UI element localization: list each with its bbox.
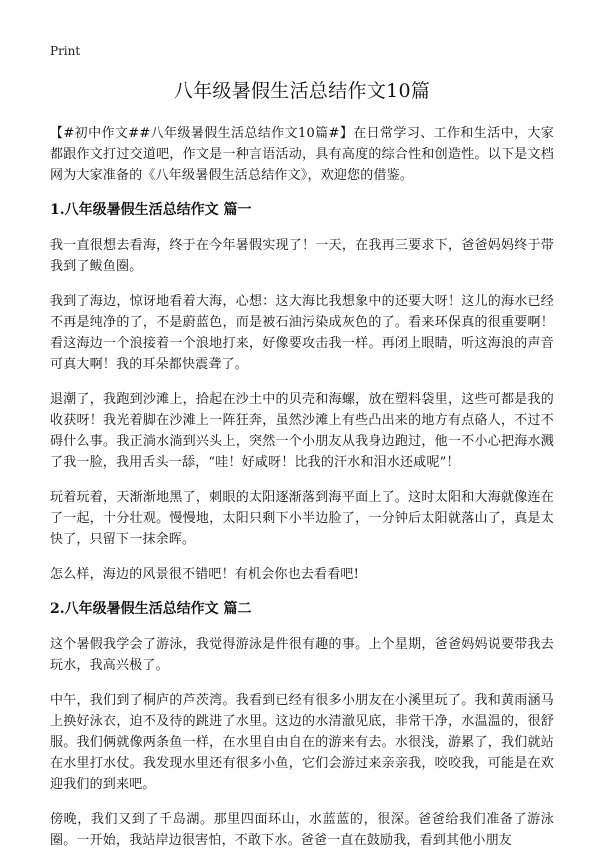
paragraph: 退潮了，我跑到沙滩上，拾起在沙土中的贝壳和海螺，放在塑料袋里，这些可都是我的收获呀！我光着脚在沙滩上一阵狂奔，虽然沙滩上有些凸出来的地方有点硌人，不过不碍什么事。我正淌水淌到兴头上，突然一个小朋友从我身边跑过，他一不小心把海水溅了我一脸，我用舌头一舔，“哇！好咸呀！比我的汗水和泪水还咸呢”！: [50, 392, 554, 470]
print-label: Print: [50, 44, 81, 58]
paragraph: 怎么样，海边的风景很不错吧！有机会你也去看看吧!: [50, 567, 360, 582]
section-2: [50, 599, 554, 851]
paragraph: 我一直很想去看海，终于在今年暑假实现了！一天，在我再三要求下，爸爸妈妈终于带我到了鲅鱼圈。: [50, 238, 554, 274]
paragraph: 傍晚，我们又到了千岛湖。那里四面环山，水蓝蓝的，很深。爸爸给我们准备了游泳圈。一开始，我站岸边很害怕，不敢下水。爸爸一直在鼓励我，看到其他小朋友: [50, 812, 554, 848]
page-title: 八年级暑假生活总结作文10篇: [173, 80, 431, 102]
section-heading: 1.八年级暑假生活总结作文 篇一: [50, 202, 252, 218]
paragraph: 这个暑假我学会了游泳，我觉得游泳是件很有趣的事。上个星期，爸爸妈妈说要带我去玩水，我高兴极了。: [50, 637, 554, 673]
paragraph: 玩着玩着，天渐渐地黑了，刺眼的太阳逐渐落到海平面上了。这时太阳和大海就像连在了一起，十分壮观。慢慢地，太阳只剩下小半边脸了，一分钟后太阳就落山了，真是太快了，只留下一抹余晖。: [50, 490, 554, 547]
paragraph: 中午，我们到了桐庐的芦茨湾。我看到已经有很多小朋友在小溪里玩了。我和黄雨涵马上换好泳衣，迫不及待的跳进了水里。这边的水清澈见底，非常干净，水温温的，很舒服。我们俩就像两条鱼一样，在水里自由自在的游来有去。水很浅，游累了，我们就站在水里打水仗。我发现水里还有很多小鱼，它们会游过来亲亲我，咬咬我，可能是在欢迎我们的到来吧。: [50, 693, 554, 792]
paragraph: 我到了海边，惊讶地看着大海，心想：这大海比我想象中的还要大呀！这儿的海水已经不再是纯净的了，不是蔚蓝色，而是被石油污染成灰色的了。看来环保真的很重要啊！看这海边一个浪接着一个浪地打来，好像要攻击我一样。再闭上眼睛，听这海浪的声音可真大啊！我的耳朵都快震聋了。: [50, 294, 554, 372]
section-1: [50, 200, 554, 585]
section-heading: 2.八年级暑假生活总结作文 篇二: [50, 601, 252, 617]
intro-paragraph: 【#初中作文##八年级暑假生活总结作文10篇#】在日常学习、工作和生活中，大家都跟作文打过交道吧，作文是一种言语活动，具有高度的综合性和创造性。以下是文档网为大家准备的《八年级暑假生活总结作文》，欢迎您的借鉴。: [50, 126, 554, 183]
